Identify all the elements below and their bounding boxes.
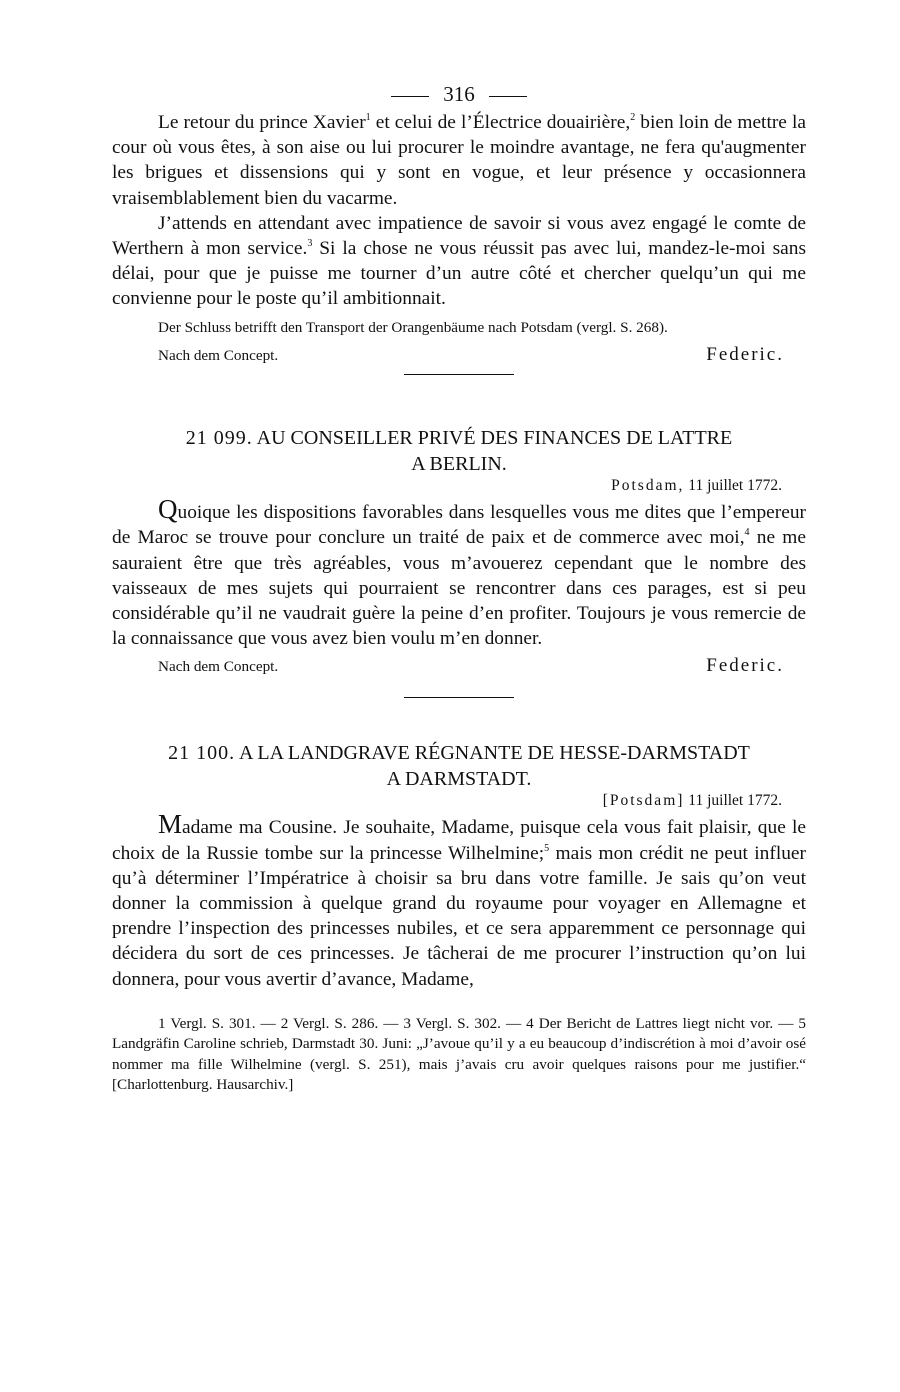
footnote-ref-5: 5 bbox=[544, 842, 550, 854]
intro-signature: Federic. bbox=[706, 344, 784, 366]
intro-p1-text-a: Le retour du prince Xavier bbox=[158, 112, 366, 133]
letter-1-body bbox=[112, 494, 806, 651]
footnote-ref-1: 1 bbox=[365, 112, 371, 123]
letter-2-title-line2: A DARMSTADT. bbox=[386, 768, 532, 791]
letter-2-title-line1: A LA LANDGRAVE RÉGNANTE DE HESSE-DARMSTADT bbox=[235, 742, 750, 765]
letter-1-title-line1: AU CONSEILLER PRIVÉ DES FINANCES DE LATTRE bbox=[252, 427, 733, 450]
intro-p1-text-c: bien loin de mettre la cour où vous êtes, à son aise ou lui procurer le moindre avantage, ne fera qu'augmenter les brigues et dissensions qui y sont en vogue, et leur présence y occasionnera vraisemblablement bien du vacarme. bbox=[112, 112, 806, 209]
letter-1-dateline bbox=[112, 477, 806, 495]
letter-1-body-a: uoique les dispositions favorables dans lesquelles vous me dites que l’empereur de Maroc se trouve pour conclure un traité de paix et de commerce avec moi, bbox=[112, 502, 806, 549]
page-number-dash-left bbox=[391, 96, 429, 97]
letter-1-body-b: ne me sauraient être que très agréables, vous m’avouerez cependant que le nombre des vaisseaux de mes sujets qui pourraient se rencontrer dans ces parages, est si peu considérable qu’il ne vaudrait guère la peine d’en profiter. Toujours je vous remercie de la connaissance que vous avez bien voulu m’en donner. bbox=[112, 527, 806, 650]
letter-1-heading bbox=[112, 425, 806, 477]
letter-1-number: 21 099. bbox=[185, 427, 253, 450]
letter-2-number: 21 100. bbox=[168, 742, 236, 765]
intro-p2-text-b: Si la chose ne vous réussit pas avec lui, mandez-le-moi sans délai, pour que je puisse me tourner d’un autre côté et chercher quelqu’un qui me convienne pour le poste qu’il ambitionnait. bbox=[112, 238, 807, 310]
letter-2-dateline bbox=[112, 792, 806, 810]
letter-1-initial: Q bbox=[158, 494, 178, 525]
footnote-ref-3: 3 bbox=[307, 238, 313, 250]
footnotes: 1 Vergl. S. 301. — 2 Vergl. S. 286. — 3 Vergl. S. 302. — 4 Der Bericht de Lattres liegt nicht vor. — 5 Landgräfin Caroline schrieb, Darmstadt 30. Juni: „J’avoue qu’il y a eu beaucoup d’indiscrétion à moi d’avoir osé nommer ma fille Wilhelmine (vergl. S. 251), mais j’avais cru avoir quelques raisons pour me justifier.“ [Charlottenburg. Hausarchiv.] bbox=[112, 1014, 806, 1094]
intro-signature-row bbox=[112, 344, 806, 366]
letter-1-date: 11 juillet 1772. bbox=[684, 477, 782, 495]
letter-1-source: Nach dem Concept. bbox=[158, 658, 279, 676]
page-number-dash-right bbox=[489, 96, 527, 97]
intro-paragraph-1 bbox=[112, 110, 806, 211]
footnote-ref-4: 4 bbox=[744, 527, 750, 539]
letter-2-body-b: mais mon crédit ne peut influer qu’à déterminer l’Impératrice à choisir sa bru dans votre famille. Je sais qu’on veut donner la commission à quelque grand du royaume pour voyager en Allemagne et prendre l’inspection des princesses nubiles, et ce sera apparemment ce personnage qui décidera du sort de ces princesses. Je tâcherai de me procurer l’instruction qu’on lui donnera, pour vous avertir d’avance, Madame, bbox=[112, 842, 806, 990]
intro-source: Nach dem Concept. bbox=[158, 347, 279, 365]
letter-1-signature-row bbox=[112, 655, 806, 677]
document-page bbox=[112, 78, 806, 1096]
letter-2-place: [Potsdam] bbox=[602, 792, 685, 810]
intro-note: Der Schluss betrifft den Transport der Orangenbäume nach Potsdam (vergl. S. 268). bbox=[158, 318, 668, 336]
letter-2-date: 11 juillet 1772. bbox=[684, 792, 782, 810]
page-number bbox=[112, 78, 806, 110]
letter-1-title-line2: A BERLIN. bbox=[411, 453, 507, 476]
intro-paragraph-2 bbox=[112, 211, 806, 312]
letter-2-body-a: adame ma Cousine. Je souhaite, Madame, puisque cela vous fait plaisir, que le choix de la Russie tombe sur la princesse Wilhelmine; bbox=[112, 817, 806, 864]
letter-2-initial: M bbox=[158, 809, 183, 840]
letter-2-heading bbox=[112, 740, 806, 792]
letter-1-signature: Federic. bbox=[706, 655, 784, 677]
letter-2-body bbox=[112, 809, 806, 991]
letter-1-place: Potsdam, bbox=[611, 477, 685, 495]
intro-p1-text-b: et celui de l’Électrice douairière, bbox=[370, 112, 631, 133]
page-number-text: 316 bbox=[443, 82, 475, 106]
intro-p2-text-a: J’attends en attendant avec impatience de savoir si vous avez engagé le comte de Werthern à mon service. bbox=[112, 212, 806, 260]
footnote-ref-2: 2 bbox=[630, 112, 636, 123]
